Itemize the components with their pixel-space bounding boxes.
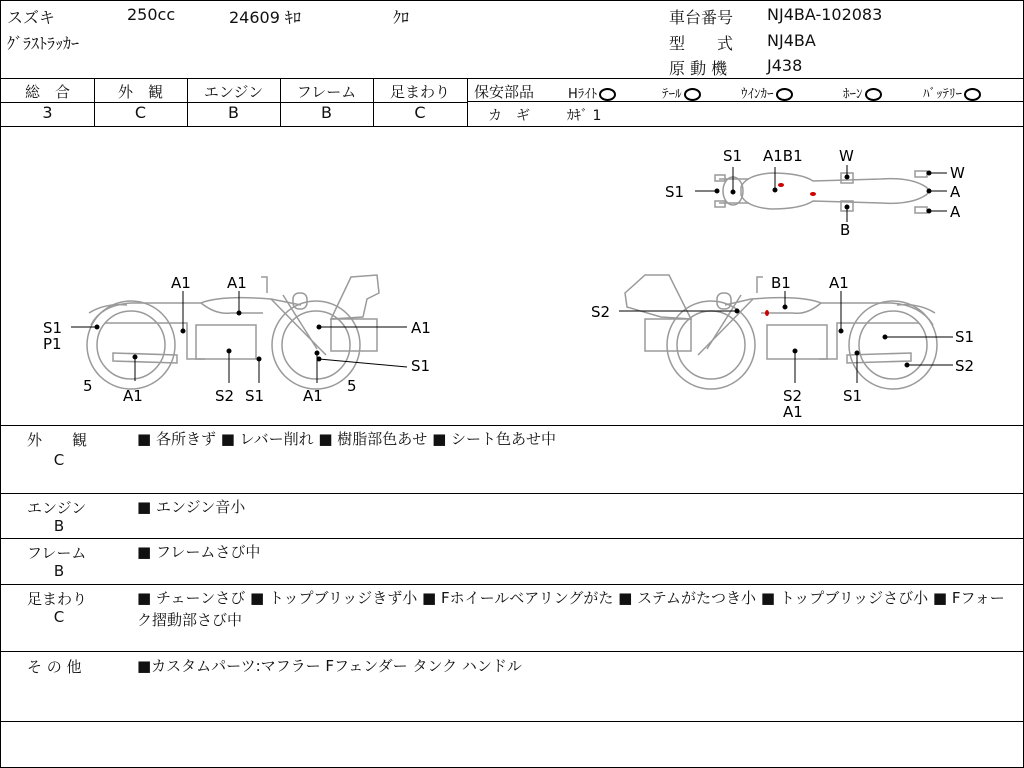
diagram-label: S1 [843, 387, 863, 405]
detail-frame-label: フレーム [27, 544, 87, 562]
ok-circle-icon [776, 88, 793, 101]
diagram-label: S2 [215, 387, 235, 405]
diagram-label: S1 [665, 183, 685, 201]
diagram-label: S2 [955, 357, 975, 375]
damage-mark [765, 310, 769, 316]
diagram-label: A1 [123, 387, 143, 405]
diagram-label: A1 [829, 274, 849, 292]
diagram-label: W [950, 164, 965, 182]
diagram-label: A1 [411, 319, 431, 337]
key-label: カ ギ [488, 108, 530, 124]
divider [1, 538, 1023, 539]
right-view-marks [765, 310, 769, 316]
grade-frame-value: B [321, 103, 332, 122]
color: ｸﾛ [393, 8, 410, 27]
maker: スズキ [7, 8, 56, 27]
detail-suspension-grade: C [53, 608, 65, 626]
diagram-label: S1 [955, 328, 975, 346]
type-value: NJ4BA [767, 31, 816, 50]
model-name: ｸﾞﾗｽﾄﾗｯｶｰ [7, 34, 80, 53]
detail-engine-text: ■ エンジン音小 [137, 498, 246, 516]
divider [1, 721, 1023, 722]
safety-winker: ｳｲﾝｶｰ [741, 83, 793, 102]
grade-frame-label: フレーム [296, 83, 357, 101]
diagram-label: W [839, 147, 854, 165]
engine-value: J438 [767, 56, 803, 75]
divider [1, 493, 1023, 494]
ok-circle-icon [599, 88, 616, 101]
diagram-label: 5 [347, 377, 357, 395]
left-view-labels [43, 274, 431, 405]
ok-circle-icon [964, 88, 981, 101]
diagram-label: S1 [411, 357, 431, 375]
detail-other-label: そ の 他 [27, 658, 82, 676]
safety-label: 保安部品 [474, 83, 535, 101]
top-view-leaders [695, 165, 947, 222]
detail-exterior-text: ■ 各所きず ■ レバー削れ ■ 樹脂部色あせ ■ シート色あせ中 [137, 430, 557, 448]
damage-diagram [1, 127, 1023, 425]
type-label: 型 式 [669, 34, 734, 53]
diagram-label: S1 [245, 387, 265, 405]
grade-total-label: 総 合 [24, 83, 70, 101]
grade-engine-label: エンジン [203, 83, 264, 101]
diagram-label: A [950, 203, 961, 221]
left-view-sketch [87, 275, 379, 389]
detail-exterior-label: 外 観 [27, 431, 88, 449]
top-view-sketch [715, 171, 929, 213]
diagram-label: P1 [43, 335, 62, 353]
mileage: 24609 ｷﾛ [229, 8, 301, 27]
diagram-label: A1B1 [763, 147, 803, 165]
divider [1, 584, 1023, 585]
safety-battery: ﾊﾞｯﾃﾘｰ [923, 83, 981, 102]
diagram-label: S1 [723, 147, 743, 165]
damage-mark [810, 192, 816, 196]
detail-frame-grade: B [53, 562, 65, 580]
safety-headlight: Hﾗｲﾄ [568, 83, 616, 102]
detail-other-text: ■カスタムパーツ:マフラー Fフェンダー タンク ハンドル [137, 657, 522, 675]
displacement: 250cc [127, 5, 176, 24]
diagram-label: A [950, 183, 961, 201]
engine-label: 原 動 機 [669, 59, 728, 78]
detail-exterior-grade: C [53, 451, 65, 469]
damage-mark [778, 183, 784, 187]
grade-total-value: 3 [42, 103, 53, 122]
key-value: ｶｷﾞ 1 [567, 108, 602, 124]
divider [1, 78, 1023, 79]
grade-suspension-value: C [414, 103, 426, 122]
detail-engine-label: エンジン [27, 499, 87, 517]
frame-no: NJ4BA-102083 [767, 5, 883, 24]
divider [1, 651, 1023, 652]
diagram-label: A1 [227, 274, 247, 292]
diagram-label: B [840, 221, 851, 239]
divider [467, 78, 468, 126]
grade-engine-value: B [228, 103, 239, 122]
safety-tail: ﾃｰﾙ [662, 83, 701, 102]
grade-exterior-value: C [134, 103, 147, 122]
ok-circle-icon [684, 88, 701, 101]
detail-suspension-label: 足まわり [27, 590, 88, 608]
grade-exterior-label: 外 観 [117, 83, 163, 101]
right-view-labels [591, 274, 974, 421]
detail-engine-grade: B [53, 517, 65, 535]
frame-no-label: 車台番号 [669, 8, 734, 27]
top-view-marks [778, 183, 816, 196]
detail-suspension-text: ■ チェーンさび ■ トップブリッジきず小 ■ Fホイールベアリングがた ■ ステムがたつき小 ■ トップブリッジさび小 ■ Fフォーク摺動部さび中 [137, 589, 1005, 629]
diagram-label: A1 [171, 274, 191, 292]
diagram-label: A1 [783, 403, 803, 421]
diagram-label: 5 [83, 377, 93, 395]
diagram-label: S1 [43, 319, 63, 337]
diagram-label: S2 [783, 387, 803, 405]
detail-frame-text: ■ フレームさび中 [137, 543, 261, 561]
safety-horn: ﾎｰﾝ [843, 83, 882, 102]
diagram-label: B1 [771, 274, 791, 292]
divider [1, 425, 1023, 426]
diagram-label: A1 [303, 387, 323, 405]
diagram-label: S2 [591, 303, 611, 321]
ok-circle-icon [865, 88, 882, 101]
grade-suspension-label: 足まわり [389, 83, 450, 101]
right-view-sketch [625, 275, 937, 389]
